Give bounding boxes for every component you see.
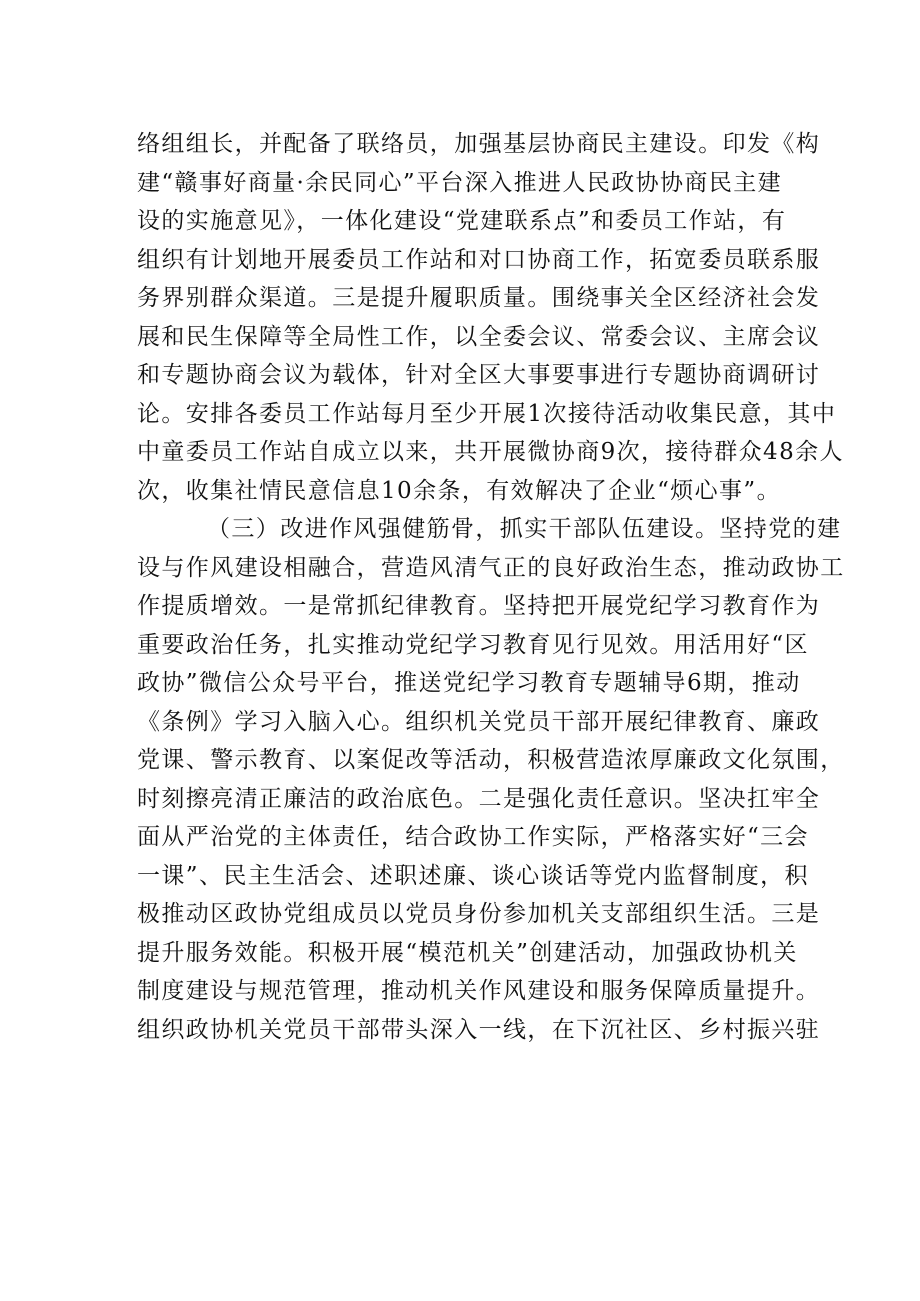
text-line: 中童委员工作站自成立以来，共开展微协商9次，接待群众48余人 <box>137 439 844 465</box>
text-line: 重要政治任务，扎实推动党纪学习教育见行见效。用活用好“区 <box>137 631 809 658</box>
text-line: 作提质增效。一是常抓纪律教育。坚持把开展党纪学习教育作为 <box>137 593 821 619</box>
text-line: 建“赣事好商量·余民同心”平台深入推进人民政协协商民主建 <box>137 169 783 196</box>
text-line: 党课、警示教育、以案促改等活动，积极营造浓厚廉政文化氛围， <box>137 747 845 773</box>
body-text <box>137 125 845 1049</box>
text-line: 一课”、民主生活会、述职述廉、谈心谈话等党内监督制度，积 <box>137 862 809 889</box>
text-line: 和专题协商会议为载体，针对全区大事要事进行专题协商调研讨 <box>137 362 821 388</box>
text-line: 制度建设与规范管理，推动机关作风建设和服务保障质量提升。 <box>137 978 821 1004</box>
text-line: 次，收集社情民意信息10余条，有效解决了企业“烦心事”。 <box>137 477 781 504</box>
text-line: 设与作风建设相融合，营造风清气正的良好政治生态，推动政协工 <box>137 554 845 581</box>
text-line: 面从严治党的主体责任，结合政协工作实际，严格落实好“三会 <box>137 824 809 850</box>
text-line: 政协”微信公众号平台，推送党纪学习教育专题辅导6期，推动 <box>137 670 801 696</box>
text-line: 论。安排各委员工作站每月至少开展1次接待活动收集民意，其中 <box>137 400 837 427</box>
text-line: 组织政协机关党员干部带头深入一线，在下沉社区、乡村振兴驻 <box>137 1016 821 1043</box>
text-line: 极推动区政协党组成员以党员身份参加机关支部组织生活。三是 <box>137 901 821 927</box>
text-line: 务界别群众渠道。三是提升履职质量。围绕事关全区经济社会发 <box>137 285 821 311</box>
text-line: 展和民生保障等全局性工作，以全委会议、常委会议、主席会议 <box>137 323 821 350</box>
text-line: 设的实施意见》，一体化建设“党建联系点”和委员工作站，有 <box>137 208 787 234</box>
section-heading-line: （三）改进作风强健筋骨，抓实干部队伍建设。坚持党的建 <box>207 516 842 542</box>
text-line: 时刻擦亮清正廉洁的政治底色。二是强化责任意识。坚决扛牢全 <box>137 785 821 812</box>
text-line: 络组组长，并配备了联络员，加强基层协商民主建设。印发《构 <box>137 131 821 157</box>
text-line: 提升服务效能。积极开展“模范机关”创建活动，加强政协机关 <box>137 939 798 966</box>
text-line: 组织有计划地开展委员工作站和对口协商工作，拓宽委员联系服 <box>137 246 821 273</box>
text-line: 《条例》学习入脑入心。组织机关党员干部开展纪律教育、廉政 <box>137 708 821 735</box>
